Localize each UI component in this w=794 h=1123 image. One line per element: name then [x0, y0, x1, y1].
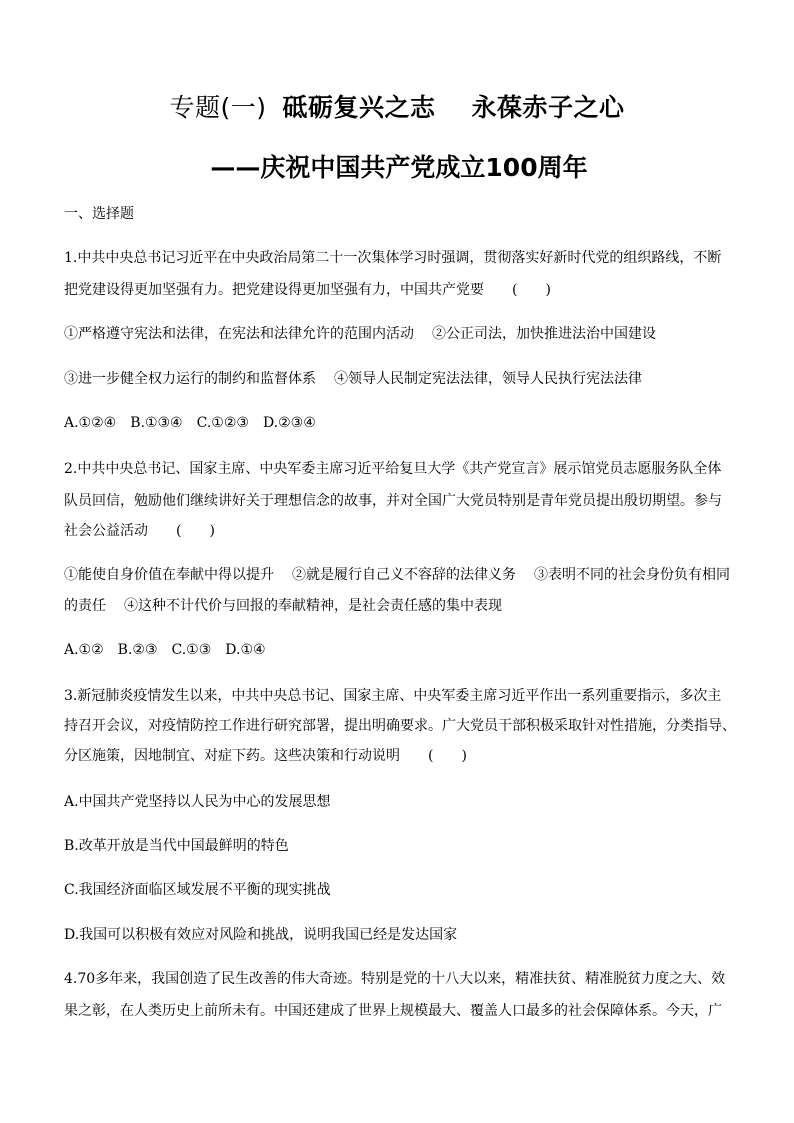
section-heading: 一、选择题	[64, 206, 134, 222]
q2-option-c: C.①③	[171, 642, 212, 658]
title-prefix: 专题(一)	[169, 93, 267, 122]
q1-item-1: ①严格遵守宪法和法律，在宪法和法律允许的范围内活动	[64, 326, 414, 342]
q2-stem-line1: 2.中共中央总书记、国家主席、中央军委主席习近平给复旦大学《共产党宣言》展示馆党员志愿服务队全体	[64, 461, 722, 477]
q3-option-d: D.我国可以积极有效应对风险和挑战，说明我国已经是发达国家	[64, 927, 458, 943]
q1-options	[64, 413, 316, 433]
q1-item-2: ②公正司法，加快推进法治中国建设	[432, 326, 656, 342]
q2-item-3b: 的责任	[64, 598, 106, 614]
q4-stem-line1: 4.70多年来，我国创造了民生改善的伟大奇迹。特别是党的十八大以来，精准扶贫、精准脱贫力度之大、效	[64, 971, 726, 987]
q2-stem-line3: 社会公益活动 ( )	[64, 523, 215, 539]
document-subtitle: ——庆祝中国共产党成立100周年	[210, 153, 588, 182]
q1-stem-line2: 把党建设得更加坚强有力。把党建设得更加坚强有力，中国共产党要 ( )	[64, 282, 551, 298]
q1-items-row1	[64, 324, 656, 344]
q2-item-2: ②就是履行自己义不容辞的法律义务	[292, 567, 516, 583]
q1-item-4: ④领导人民制定宪法法律，领导人民执行宪法法律	[334, 371, 642, 387]
q3-option-c: C.我国经济面临区域发展不平衡的现实挑战	[64, 882, 331, 898]
q2-options	[64, 640, 266, 660]
q4-stem-line2: 果之彰，在人类历史上前所未有。中国还建成了世界上规模最大、覆盖人口最多的社会保障体系。今天，广	[64, 1003, 722, 1019]
title-part2: 永葆赤子之心	[471, 93, 625, 122]
document-title	[0, 88, 794, 124]
q3-stem-line2: 持召开会议，对疫情防控工作进行研究部署，提出明确要求。广大党员干部积极采取针对性措施，分类指导、	[64, 718, 736, 734]
q2-option-b: B.②③	[117, 642, 158, 658]
q2-item-1: ①能使自身价值在奉献中得以提升	[64, 567, 274, 583]
q1-option-b: B.①③④	[130, 415, 183, 431]
q2-items-row1	[64, 565, 730, 585]
q3-stem-line1: 3.新冠肺炎疫情发生以来，中共中央总书记、国家主席、中央军委主席习近平作出一系列重要指示，多次主	[64, 688, 722, 704]
q3-option-b: B.改革开放是当代中国最鲜明的特色	[64, 838, 289, 854]
q2-item-4: ④这种不计代价与回报的奉献精神，是社会责任感的集中表现	[124, 598, 502, 614]
q1-stem-line1: 1.中共中央总书记习近平在中央政治局第二十一次集体学习时强调，贯彻落实好新时代党的组织路线，不断	[64, 250, 722, 266]
q2-item-3a: ③表明不同的社会身份负有相同	[534, 567, 730, 583]
q1-items-row2	[64, 369, 642, 389]
q3-stem-line3: 分区施策，因地制宜、对症下药。这些决策和行动说明 ( )	[64, 748, 467, 764]
q3-option-a: A.中国共产党坚持以人民为中心的发展思想	[64, 794, 331, 810]
q2-option-a: A.①②	[64, 642, 104, 658]
q1-item-3: ③进一步健全权力运行的制约和监督体系	[64, 371, 316, 387]
q1-option-a: A.①②④	[64, 415, 117, 431]
q1-option-d: D.②③④	[262, 415, 316, 431]
q2-option-d: D.①④	[225, 642, 266, 658]
q1-option-c: C.①②③	[196, 415, 249, 431]
q2-stem-line2: 队员回信，勉励他们继续讲好关于理想信念的故事，并对全国广大党员特别是青年党员提出殷切期望。参与	[64, 493, 722, 509]
q2-items-row2	[64, 596, 502, 616]
title-part1: 砥砺复兴之志	[282, 93, 436, 122]
